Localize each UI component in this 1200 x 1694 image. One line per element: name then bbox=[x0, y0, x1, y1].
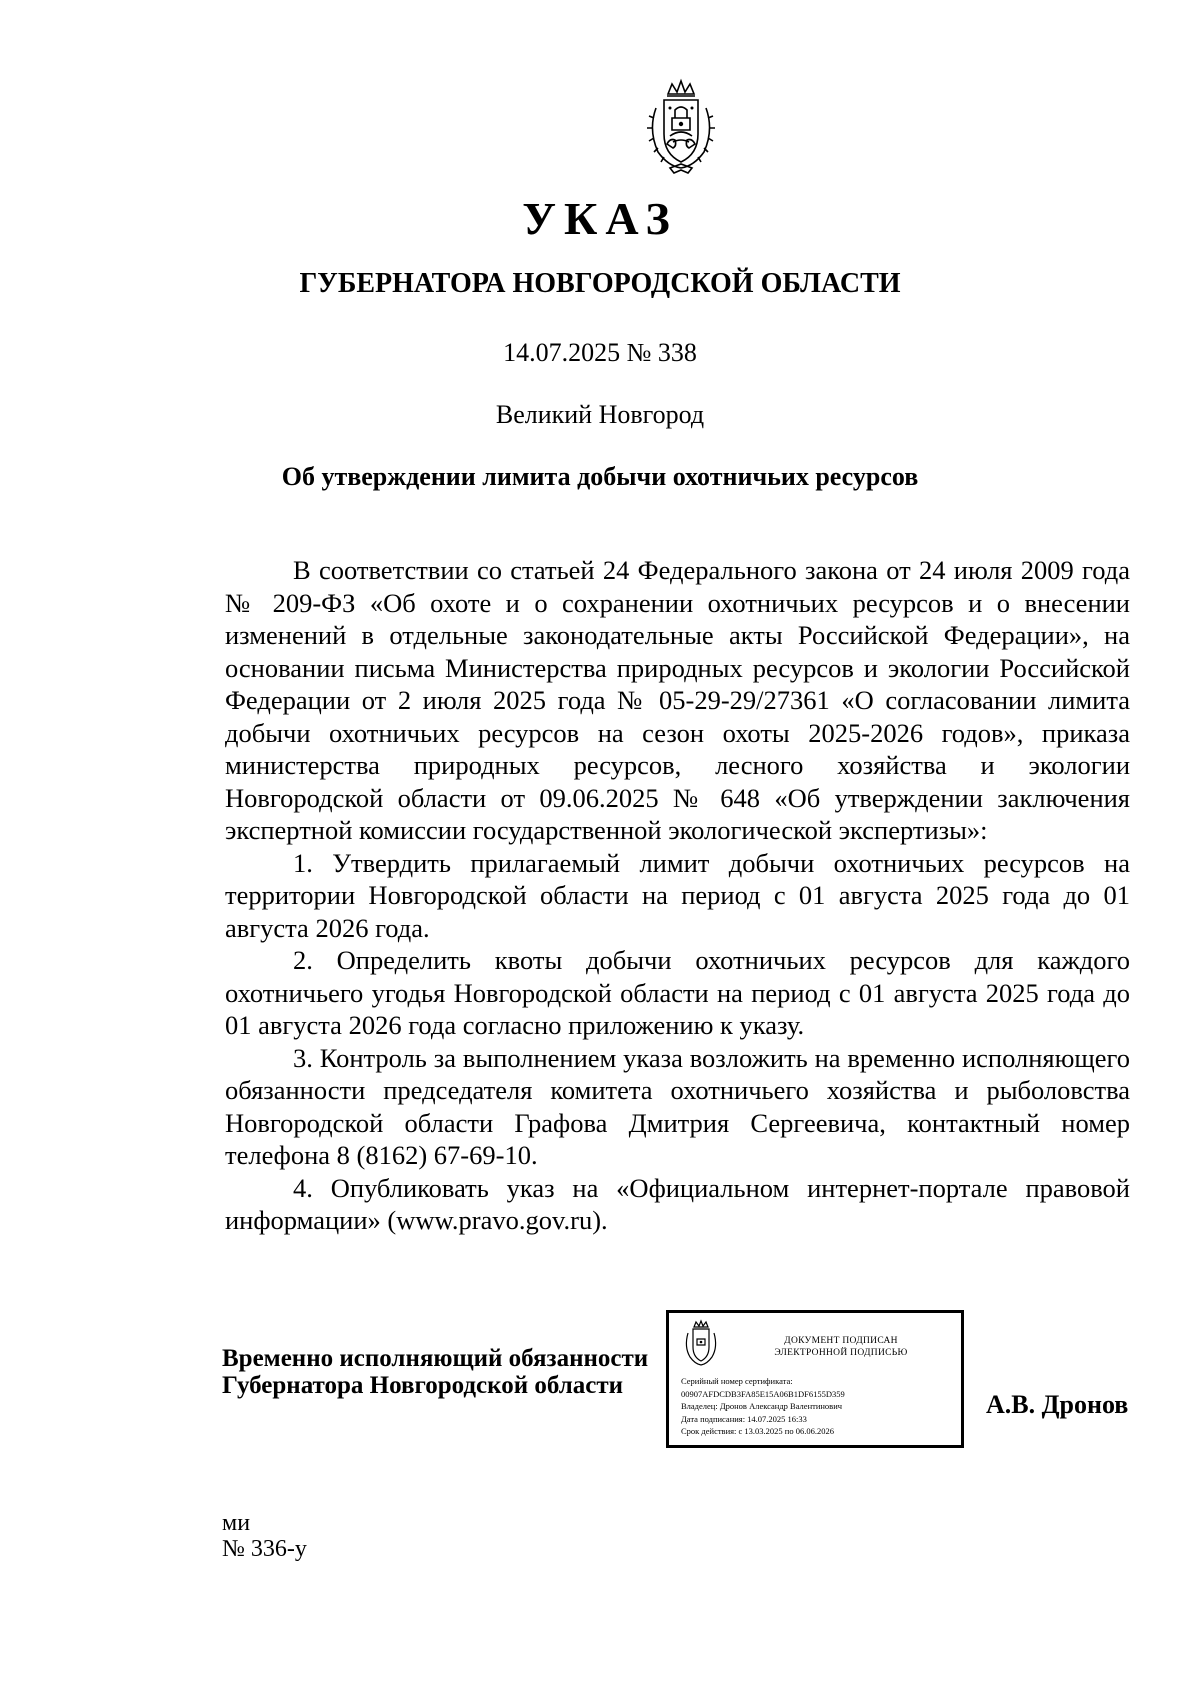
signatory-position-line1: Временно исполняющий обязанности bbox=[222, 1345, 649, 1372]
document-city: Великий Новгород bbox=[495, 400, 705, 429]
stamp-coat-of-arms-icon bbox=[681, 1319, 721, 1367]
stamp-validity: Срок действия: с 13.03.2025 по 06.06.2026 bbox=[681, 1426, 834, 1436]
stamp-header-line1: ДОКУМЕНТ ПОДПИСАН bbox=[784, 1336, 898, 1346]
body-paragraph-3: 3. Контроль за выполнением указа возложить на временно исполняющего обязанности председателя комитета охотничьего хозяйства и рыболовства Новгородской области Графова Дмитрия Сергеевича, контактный номер телефона 8 (8162) 67-69-10. bbox=[225, 1042, 1130, 1170]
document-body bbox=[225, 554, 1130, 1237]
document-title: УКАЗ bbox=[522, 193, 678, 244]
stamp-header-line2: ЭЛЕКТРОННОЙ ПОДПИСЬЮ bbox=[774, 1348, 908, 1358]
signatory-name: А.В. Дронов bbox=[986, 1390, 1129, 1419]
body-paragraph-2: 2. Определить квоты добычи охотничьих ресурсов для каждого охотничьего угодья Новгородской области на период с 01 августа 2025 года до 01 августа 2026 года согласно приложению к указу. bbox=[225, 945, 1130, 1040]
stamp-details bbox=[681, 1375, 955, 1438]
body-paragraph-preamble: В соответствии со статьей 24 Федерального закона от 24 июля 2009 года № 209-ФЗ «Об охоте и о сохранении охотничьих ресурсов и о внесении изменений в отдельные законодательные акты Российской Федерации», на основании письма Министерства природных ресурсов и экологии Российской Федерации от 2 июля 2025 года № 05-29-29/27361 «О согласовании лимита добычи охотничьих ресурсов на сезон охоты 2025-2026 годов», приказа министерства природных ресурсов, лесного хозяйства и экологии Новгородской области от 09.06.2025 № 648 «Об утверждении заключения экспертной комиссии государственной экологической экспертизы»: bbox=[225, 555, 1130, 845]
stamp-header bbox=[729, 1335, 953, 1359]
document-subject: Об утверждении лимита добычи охотничьих ресурсов bbox=[281, 462, 919, 491]
coat-of-arms-icon bbox=[640, 78, 722, 174]
stamp-owner: Владелец: Дронов Александр Валентинович bbox=[681, 1401, 843, 1411]
stamp-cert-value: 00907AFDCDB3FA85E15A06B1DF6155D359 bbox=[681, 1388, 845, 1399]
document-date-number: 14.07.2025 № 338 bbox=[503, 338, 697, 367]
body-paragraph-4: 4. Опубликовать указ на «Официальном интернет-портале правовой информации» (www.pravo.gov.ru). bbox=[225, 1172, 1130, 1235]
body-paragraph-1: 1. Утвердить прилагаемый лимит добычи охотничьих ресурсов на территории Новгородской области на период с 01 августа 2025 года до 01 августа 2026 года. bbox=[225, 847, 1130, 943]
footer-note bbox=[222, 1510, 307, 1562]
electronic-signature-stamp bbox=[666, 1310, 964, 1448]
signatory-position bbox=[222, 1345, 648, 1399]
stamp-cert-label: Серийный номер сертификата: bbox=[681, 1376, 793, 1386]
document-issuer: ГУБЕРНАТОРА НОВГОРОДСКОЙ ОБЛАСТИ bbox=[299, 268, 901, 299]
footer-initials: ми bbox=[222, 1510, 251, 1536]
footer-ref-number: № 336-у bbox=[222, 1536, 307, 1562]
signatory-position-line2: Губернатора Новгородской области bbox=[222, 1372, 624, 1399]
stamp-signed-date: Дата подписания: 14.07.2025 16:33 bbox=[681, 1413, 807, 1424]
